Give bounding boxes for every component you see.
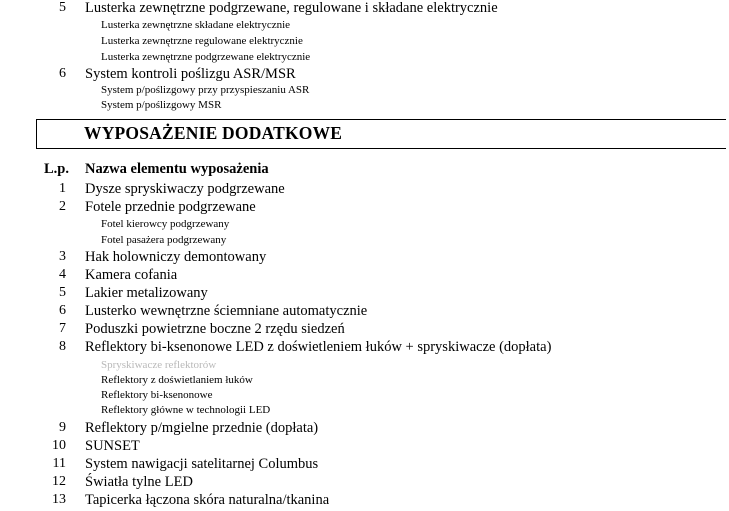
item-number: 12 xyxy=(52,474,66,489)
item-number: 8 xyxy=(59,339,66,354)
sub-item-label: System p/poślizgowy przy przyspieszaniu ASR xyxy=(101,84,310,96)
item-label: Poduszki powietrzne boczne 2 rzędu siedzeń xyxy=(85,321,345,337)
item-label: System kontroli poślizgu ASR/MSR xyxy=(85,66,296,82)
item-label: System nawigacji satelitarnej Columbus xyxy=(85,456,319,472)
item-number: 5 xyxy=(59,0,66,15)
item-number: 9 xyxy=(59,420,66,435)
item-number: 3 xyxy=(59,249,66,264)
sub-item-label: Fotel kierowcy podgrzewany xyxy=(101,218,230,230)
item-number: 11 xyxy=(52,456,66,471)
item-number: 7 xyxy=(59,321,66,336)
column-header-name: Nazwa elementu wyposażenia xyxy=(85,161,269,177)
item-number: 10 xyxy=(52,438,66,453)
item-number: 13 xyxy=(52,492,66,507)
sub-item-label: Fotel pasażera podgrzewany xyxy=(101,234,227,246)
item-label: Tapicerka łączona skóra naturalna/tkanina xyxy=(85,492,330,508)
sub-item-label: Reflektory bi-ksenonowe xyxy=(101,389,213,401)
sub-item-label: Lusterka zewnętrzne składane elektrycznie xyxy=(101,19,291,31)
item-number: 6 xyxy=(59,303,66,318)
item-label: Fotele przednie podgrzewane xyxy=(85,199,256,215)
item-label: Światła tylne LED xyxy=(85,474,193,490)
item-label: Dysze spryskiwaczy podgrzewane xyxy=(85,181,285,197)
sub-item-label: Reflektory główne w technologii LED xyxy=(101,404,271,416)
item-label: SUNSET xyxy=(85,438,140,454)
item-number: 6 xyxy=(59,66,66,81)
item-number: 2 xyxy=(59,199,66,214)
item-label: Reflektory p/mgielne przednie (dopłata) xyxy=(85,420,319,436)
item-label: Lakier metalizowany xyxy=(85,285,208,301)
item-label: Kamera cofania xyxy=(85,267,178,283)
sub-item-label: Lusterka zewnętrzne podgrzewane elektrycznie xyxy=(101,51,311,63)
item-label: Reflektory bi-ksenonowe LED z doświetleniem łuków + spryskiwacze (dopłata) xyxy=(85,339,552,355)
item-label: Hak holowniczy demontowany xyxy=(85,249,267,265)
sub-item-label: Reflektory z doświetlaniem łuków xyxy=(101,374,253,386)
item-label: Lusterka zewnętrzne podgrzewane, regulowane i składane elektrycznie xyxy=(85,0,498,16)
column-header-lp: L.p. xyxy=(44,161,69,177)
item-number: 1 xyxy=(59,181,66,196)
item-label: Lusterko wewnętrzne ściemniane automatycznie xyxy=(85,303,368,319)
item-number: 4 xyxy=(59,267,66,282)
sub-item-label: System p/poślizgowy MSR xyxy=(101,99,222,111)
section-title: WYPOSAŻENIE DODATKOWE xyxy=(84,123,343,143)
sub-item-label: Lusterka zewnętrzne regulowane elektrycznie xyxy=(101,35,303,47)
sub-item-label: Spryskiwacze reflektorów xyxy=(101,359,217,371)
item-number: 5 xyxy=(59,285,66,300)
